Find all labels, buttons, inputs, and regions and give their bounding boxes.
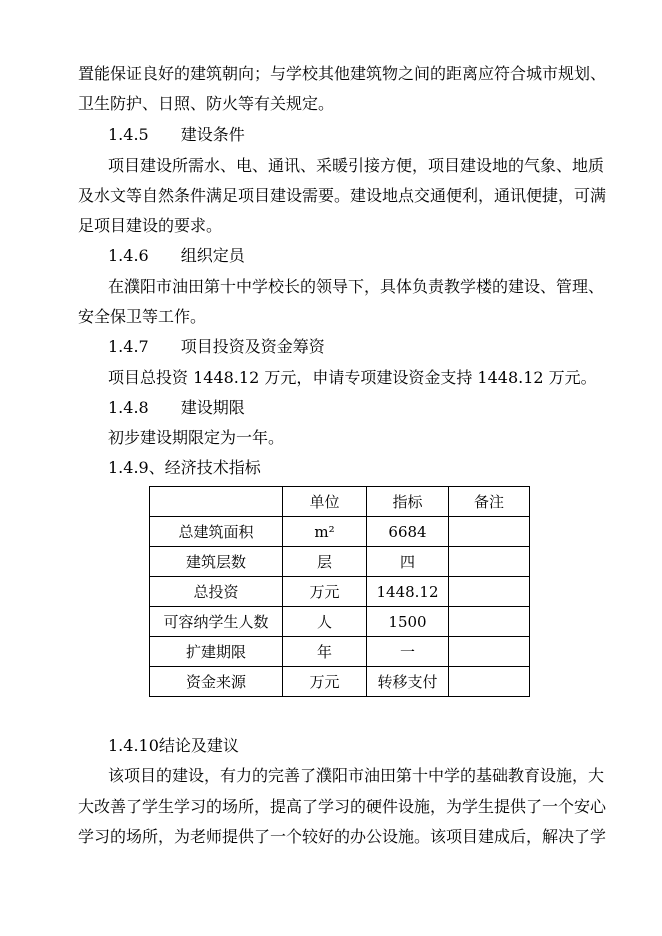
paragraph-line: 该项目的建设，有力的完善了濮阳市油田第十中学的基础教育设施，大 bbox=[108, 766, 605, 785]
table-cell: m² bbox=[283, 517, 367, 547]
table-cell: 建筑层数 bbox=[150, 547, 283, 577]
table-cell: 资金来源 bbox=[150, 667, 283, 697]
table-cell: 总投资 bbox=[150, 577, 283, 607]
table-cell: 6684 bbox=[367, 517, 449, 547]
table-cell bbox=[449, 667, 530, 697]
economic-indicators-table bbox=[149, 486, 530, 697]
paragraph-line: 在濮阳市油田第十中学校长的领导下，具体负责教学楼的建设、管理、 bbox=[108, 277, 605, 296]
section-heading-1-4-8: 1.4.8 建设期限 bbox=[108, 398, 245, 417]
table-header-cell bbox=[150, 487, 283, 517]
paragraph-line: 大改善了学生学习的场所，提高了学习的硬件设施，为学生提供了一个安心 bbox=[78, 797, 607, 816]
table-cell bbox=[449, 547, 530, 577]
section-heading-1-4-6: 1.4.6 组织定员 bbox=[108, 246, 245, 265]
table-cell: 人 bbox=[283, 607, 367, 637]
table-row bbox=[150, 637, 530, 667]
section-heading-1-4-10: 1.4.10结论及建议 bbox=[108, 736, 239, 755]
table-cell: 层 bbox=[283, 547, 367, 577]
table-row bbox=[150, 577, 530, 607]
table-header-row bbox=[150, 487, 530, 517]
table-cell: 万元 bbox=[283, 667, 367, 697]
table-row bbox=[150, 607, 530, 637]
table-header-cell: 备注 bbox=[449, 487, 530, 517]
table-header-cell: 单位 bbox=[283, 487, 367, 517]
table-header-cell: 指标 bbox=[367, 487, 449, 517]
paragraph-line: 学习的场所，为老师提供了一个较好的办公设施。该项目建成后，解决了学 bbox=[78, 827, 607, 846]
table-cell bbox=[449, 637, 530, 667]
table-cell: 扩建期限 bbox=[150, 637, 283, 667]
paragraph-line: 安全保卫等工作。 bbox=[78, 307, 207, 326]
table-cell: 1448.12 bbox=[367, 577, 449, 607]
paragraph-line: 卫生防护、日照、防火等有关规定。 bbox=[78, 94, 335, 113]
table-cell: 转移支付 bbox=[367, 667, 449, 697]
section-heading-1-4-9: 1.4.9、经济技术指标 bbox=[108, 458, 261, 477]
table-row bbox=[150, 517, 530, 547]
table-cell bbox=[449, 577, 530, 607]
paragraph-line: 置能保证良好的建筑朝向；与学校其他建筑物之间的距离应符合城市规划、 bbox=[78, 64, 607, 83]
table-cell: 总建筑面积 bbox=[150, 517, 283, 547]
paragraph-line: 足项目建设的要求。 bbox=[78, 216, 223, 235]
paragraph-line: 项目总投资 1448.12 万元，申请专项建设资金支持 1448.12 万元。 bbox=[108, 368, 597, 387]
table-row bbox=[150, 667, 530, 697]
section-heading-1-4-5: 1.4.5 建设条件 bbox=[108, 125, 245, 144]
table-cell: 四 bbox=[367, 547, 449, 577]
paragraph-line: 初步建设期限定为一年。 bbox=[108, 428, 285, 447]
table-cell: 1500 bbox=[367, 607, 449, 637]
table-cell: 年 bbox=[283, 637, 367, 667]
table-cell: 可容纳学生人数 bbox=[150, 607, 283, 637]
table-row bbox=[150, 547, 530, 577]
paragraph-line: 及水文等自然条件满足项目建设需要。建设地点交通便利，通讯便捷，可满 bbox=[78, 186, 607, 205]
table-cell: 万元 bbox=[283, 577, 367, 607]
section-heading-1-4-7: 1.4.7 项目投资及资金筹资 bbox=[108, 337, 325, 356]
paragraph-line: 项目建设所需水、电、通讯、采暖引接方便，项目建设地的气象、地质 bbox=[108, 156, 605, 175]
table-cell bbox=[449, 517, 530, 547]
table-cell bbox=[449, 607, 530, 637]
table-cell: 一 bbox=[367, 637, 449, 667]
